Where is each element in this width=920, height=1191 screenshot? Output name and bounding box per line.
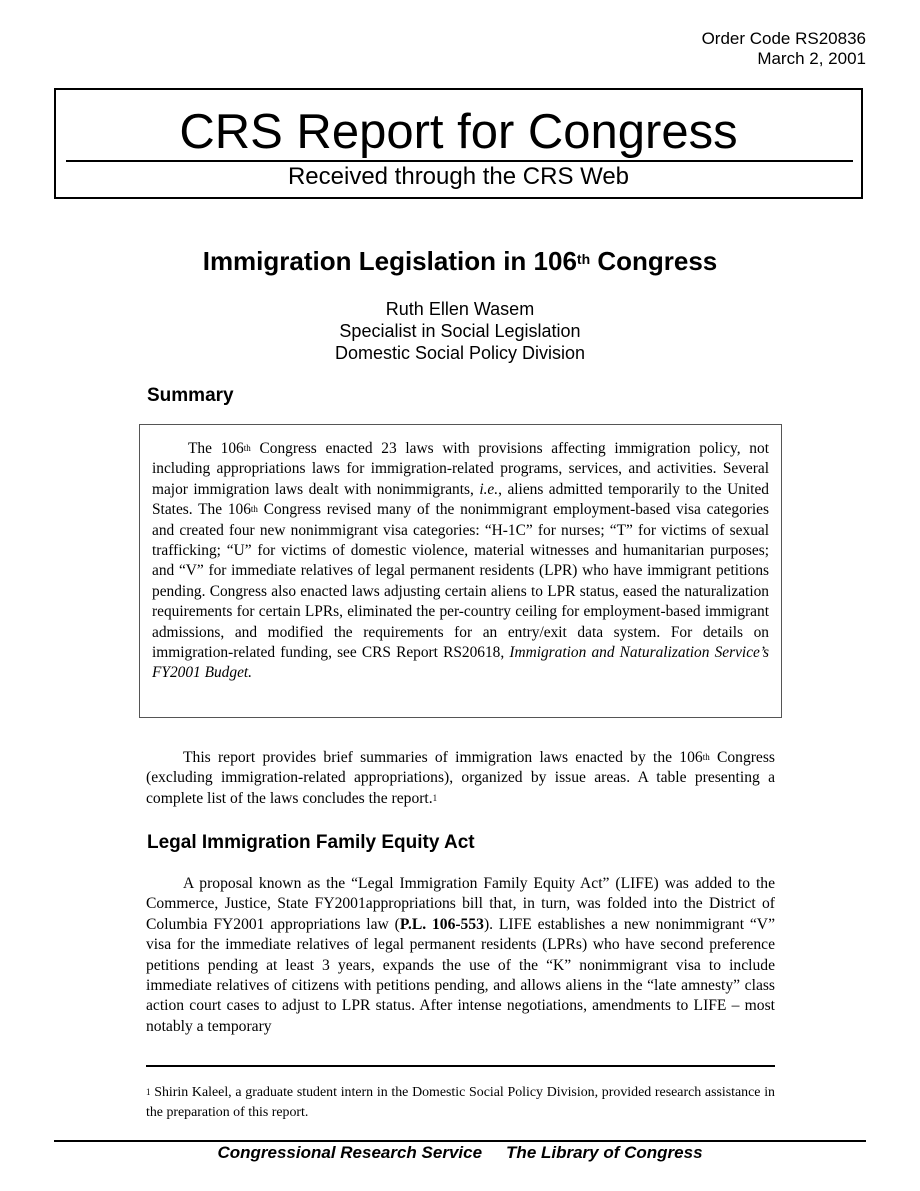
life-heading: Legal Immigration Family Equity Act <box>147 832 475 853</box>
title-text: Immigration Legislation in 106 <box>202 246 577 276</box>
summary-ie: i.e. <box>479 480 499 498</box>
author-block <box>0 298 920 364</box>
banner-subtitle: Received through the CRS Web <box>287 163 630 190</box>
author-position: Specialist in Social Legislation <box>339 321 581 341</box>
report-title <box>0 244 920 278</box>
intro-run: This report provides brief summaries of immigration laws enacted by the 106 <box>183 749 703 766</box>
summary-reference: Immigration and Naturalization Service’s FY2001 Budget. <box>152 644 769 682</box>
banner-divider <box>66 160 853 162</box>
summary-run: , aliens admitted temporarily to the United States. The 106 <box>152 480 769 519</box>
report-date: March 2, 2001 <box>757 49 866 68</box>
crs-banner <box>54 88 863 199</box>
title-text-end: Congress <box>590 246 718 276</box>
footer-loc: The Library of Congress <box>506 1143 703 1162</box>
summary-heading: Summary <box>147 385 234 406</box>
order-code: Order Code RS20836 <box>701 29 866 48</box>
order-info <box>702 29 866 69</box>
law-citation: P.L. 106-553 <box>399 915 484 933</box>
author-name: Ruth Ellen Wasem <box>385 299 535 319</box>
life-run: ). LIFE establishes a new nonimmigrant “V” visa for the immediate relatives of legal permanent residents (LPRs) who have second preference petitions pending at least 3 years, expands the use of the “K” nonimmigrant visa to include immediate relatives of citizens with petitions pending, and allows aliens in the “late amnesty” class action court cases to adjust to LPR status. After intense negotiations, amendments to LIFE – most notably a temporary <box>146 915 775 1035</box>
footnote-divider <box>146 1065 775 1067</box>
banner-title: CRS Report for Congress <box>179 105 738 159</box>
intro-sup: th <box>702 752 710 762</box>
footer-crs: Congressional Research Service <box>217 1143 483 1162</box>
summary-run: The 106 <box>188 440 244 457</box>
page-footer <box>0 1142 920 1164</box>
intro-paragraph <box>146 748 775 809</box>
title-superscript: th <box>576 251 591 267</box>
life-paragraph <box>146 874 775 1037</box>
footnote-number: 1 <box>146 1087 151 1097</box>
footnote <box>146 1083 775 1123</box>
summary-text <box>152 439 769 684</box>
summary-run: Congress enacted 23 laws with provisions affecting immigration policy, not including appropriations laws for immigration-related programs, services, and activities. Several major immigration laws dealt with nonimmigrants, <box>152 440 769 498</box>
summary-sup: th <box>250 504 258 515</box>
summary-sup: th <box>243 443 251 453</box>
life-run: A proposal known as the “Legal Immigration Family Equity Act” (LIFE) was added to the Commerce, Justice, State FY2001appropriations bill that, in turn, was folded into the District of Columbia FY2001 appropriations law ( <box>146 875 775 933</box>
intro-run: Congress (excluding immigration-related appropriations), organized by issue areas. A table presenting a complete list of the laws concludes the report. <box>146 749 775 807</box>
footnote-marker: 1 <box>432 792 438 803</box>
author-division: Domestic Social Policy Division <box>334 343 586 363</box>
summary-box <box>139 424 782 718</box>
footnote-text: Shirin Kaleel, a graduate student intern in the Domestic Social Policy Division, provided research assistance in the preparation of this report. <box>146 1085 775 1120</box>
summary-run: Congress revised many of the nonimmigrant employment-based visa categories and created four new nonimmigrant visa categories: “H-1C” for nurses; “T” for victims of sexual trafficking; “U” for victims of domestic violence, material witnesses and humanitarian purposes; and “V” for immediate relatives of legal permanent residents (LPR) who have immigrant petitions pending. Congress also enacted laws adjusting certain aliens to LPR status, eased the naturalization requirements for certain LPRs, eliminated the per-country ceiling for employment-based immigrant admissions, and modified the requirements for an entry/exit data system. For details on immigration-related funding, see CRS Report RS20618, <box>152 501 769 662</box>
